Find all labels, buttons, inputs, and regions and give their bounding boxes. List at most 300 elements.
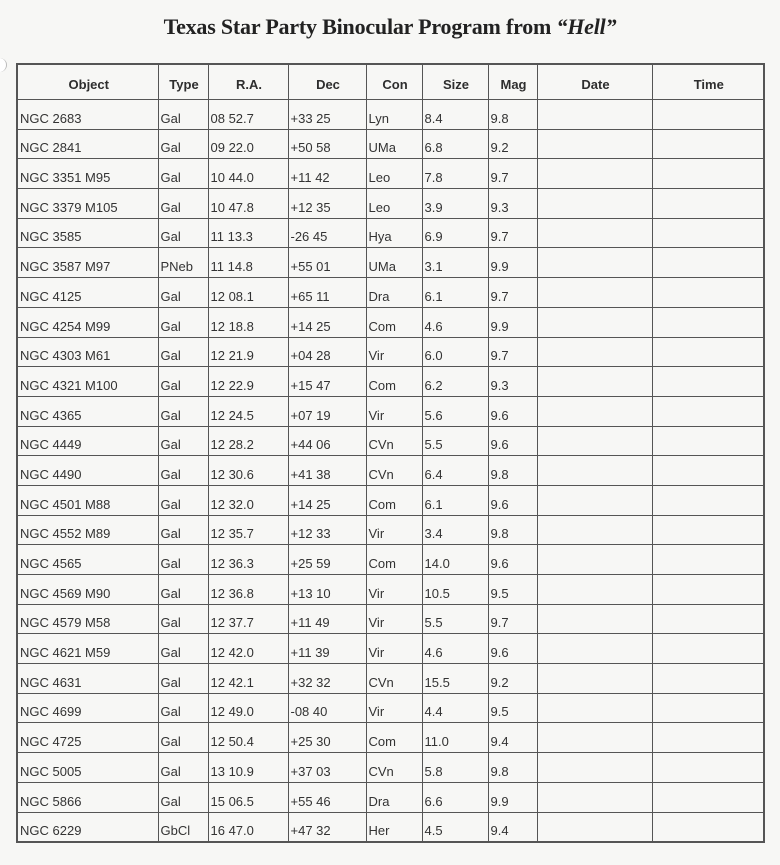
cell-ra-text: 09 22.0 (210, 140, 254, 156)
cell-date[interactable] (537, 575, 652, 605)
table-body (17, 100, 764, 843)
cell-type (158, 456, 208, 486)
cell-mag-text: 9.3 (490, 377, 509, 393)
cell-date[interactable] (537, 396, 652, 426)
cell-ra (208, 100, 288, 130)
table-row (17, 723, 764, 753)
cell-object (17, 782, 158, 812)
cell-time[interactable] (652, 515, 764, 545)
cell-size-text: 5.5 (424, 437, 443, 453)
cell-dec (288, 456, 366, 486)
cell-type (158, 189, 208, 219)
cell-date[interactable] (537, 515, 652, 545)
cell-object-text: NGC 4621 M59 (20, 645, 111, 661)
cell-type (158, 604, 208, 634)
cell-time[interactable] (652, 218, 764, 248)
cell-type (158, 248, 208, 278)
title-main: Texas Star Party Binocular Program from (163, 14, 557, 39)
cell-type (158, 515, 208, 545)
cell-object-text: NGC 4631 (20, 674, 82, 690)
cell-type-text: Gal (160, 466, 181, 482)
table-row (17, 753, 764, 783)
cell-object (17, 664, 158, 694)
cell-mag (488, 545, 537, 575)
cell-object-text: NGC 4565 (20, 556, 82, 571)
cell-object (17, 367, 158, 397)
table-row (17, 100, 764, 130)
cell-object-text: NGC 4125 (20, 288, 82, 304)
cell-type (158, 100, 208, 130)
cell-type (158, 634, 208, 664)
cell-mag (488, 396, 537, 426)
cell-con (366, 278, 422, 308)
cell-con-text: Com (368, 556, 396, 571)
cell-size (422, 278, 488, 308)
cell-date[interactable] (537, 307, 652, 337)
cell-con (366, 159, 422, 189)
cell-object (17, 604, 158, 634)
cell-size-text: 7.8 (424, 170, 443, 186)
cell-con (366, 396, 422, 426)
cell-object-text: NGC 3379 M105 (20, 199, 118, 215)
cell-time[interactable] (652, 485, 764, 515)
cell-size (422, 129, 488, 159)
table-row (17, 367, 764, 397)
header-con: Con (366, 64, 422, 100)
cell-con-text: Vir (368, 407, 385, 423)
cell-dec (288, 723, 366, 753)
cell-date[interactable] (537, 456, 652, 486)
cell-date[interactable] (537, 189, 652, 219)
cell-mag-text: 9.7 (490, 229, 509, 245)
cell-size (422, 426, 488, 456)
cell-mag (488, 159, 537, 189)
cell-type (158, 693, 208, 723)
cell-dec-text: +14 25 (290, 318, 331, 334)
cell-time[interactable] (652, 278, 764, 308)
cell-con (366, 634, 422, 664)
cell-ra (208, 723, 288, 753)
cell-mag (488, 278, 537, 308)
cell-ra (208, 367, 288, 397)
cell-size (422, 634, 488, 664)
cell-size (422, 812, 488, 842)
cell-type (158, 545, 208, 575)
cell-size-text: 3.9 (424, 199, 443, 215)
cell-object (17, 545, 158, 575)
cell-object (17, 218, 158, 248)
cell-date[interactable] (537, 782, 652, 812)
cell-date[interactable] (537, 100, 652, 130)
cell-object (17, 812, 158, 842)
header-mag: Mag (488, 64, 537, 100)
cell-time[interactable] (652, 723, 764, 753)
cell-mag-text: 9.2 (490, 140, 509, 156)
cell-date[interactable] (537, 545, 652, 575)
cell-dec-text: +14 25 (290, 496, 331, 512)
cell-con (366, 129, 422, 159)
cell-date[interactable] (537, 812, 652, 842)
cell-mag (488, 664, 537, 694)
cell-ra (208, 278, 288, 308)
cell-time[interactable] (652, 575, 764, 605)
cell-type (158, 664, 208, 694)
cell-date[interactable] (537, 723, 652, 753)
cell-time[interactable] (652, 545, 764, 575)
cell-object-text: NGC 4449 (20, 437, 82, 453)
cell-dec (288, 664, 366, 694)
cell-object-text: NGC 5866 (20, 793, 82, 809)
cell-size-text: 5.5 (424, 615, 443, 631)
cell-type-text: Gal (160, 645, 181, 661)
cell-time[interactable] (652, 337, 764, 367)
cell-object-text: NGC 4321 M100 (20, 377, 118, 393)
cell-type-text: Gal (160, 437, 181, 453)
cell-object (17, 485, 158, 515)
cell-mag-text: 9.6 (490, 645, 509, 661)
cell-object (17, 248, 158, 278)
cell-size-text: 6.0 (424, 348, 443, 364)
cell-dec (288, 753, 366, 783)
cell-con (366, 723, 422, 753)
cell-date[interactable] (537, 753, 652, 783)
cell-time[interactable] (652, 693, 764, 723)
cell-object (17, 337, 158, 367)
cell-time[interactable] (652, 100, 764, 130)
cell-date[interactable] (537, 485, 652, 515)
cell-date[interactable] (537, 604, 652, 634)
cell-dec (288, 129, 366, 159)
cell-con-text: Com (368, 734, 396, 750)
cell-object-text: NGC 4579 M58 (20, 615, 111, 631)
cell-object (17, 426, 158, 456)
cell-object (17, 515, 158, 545)
cell-ra (208, 634, 288, 664)
cell-object (17, 575, 158, 605)
cell-time[interactable] (652, 426, 764, 456)
cell-ra-text: 12 36.3 (210, 556, 254, 571)
cell-ra-text: 10 44.0 (210, 170, 254, 186)
header-time: Time (652, 64, 764, 100)
cell-type (158, 575, 208, 605)
cell-dec (288, 307, 366, 337)
cell-size (422, 456, 488, 486)
cell-object (17, 100, 158, 130)
cell-object (17, 634, 158, 664)
cell-object-text: NGC 4569 M90 (20, 585, 111, 601)
cell-type-text: Gal (160, 763, 181, 779)
cell-date[interactable] (537, 426, 652, 456)
cell-mag-text: 9.8 (490, 110, 509, 126)
cell-size-text: 4.6 (424, 318, 443, 334)
cell-size-text: 10.5 (424, 585, 450, 601)
cell-dec (288, 782, 366, 812)
cell-dec (288, 248, 366, 278)
cell-time[interactable] (652, 664, 764, 694)
cell-con-text: Vir (368, 615, 385, 631)
cell-time[interactable] (652, 248, 764, 278)
cell-ra (208, 337, 288, 367)
cell-ra (208, 664, 288, 694)
cell-time[interactable] (652, 782, 764, 812)
cell-con-text: Vir (368, 645, 385, 661)
cell-type (158, 278, 208, 308)
page-edge-mark (0, 58, 7, 72)
cell-object-text: NGC 4365 (20, 407, 82, 423)
cell-size-text: 3.4 (424, 526, 443, 542)
cell-con-text: Com (368, 318, 396, 334)
cell-mag (488, 129, 537, 159)
cell-dec-text: +44 06 (290, 437, 331, 453)
cell-con (366, 753, 422, 783)
cell-object-text: NGC 6229 (20, 823, 82, 839)
cell-object-text: NGC 2683 (20, 110, 82, 126)
cell-time[interactable] (652, 634, 764, 664)
cell-dec-text: +32 32 (290, 674, 331, 690)
cell-time[interactable] (652, 129, 764, 159)
table-row (17, 248, 764, 278)
cell-mag-text: 9.6 (490, 556, 509, 571)
cell-time[interactable] (652, 189, 764, 219)
cell-date[interactable] (537, 218, 652, 248)
cell-size (422, 307, 488, 337)
cell-type-text: GbCl (160, 823, 191, 839)
cell-mag-text: 9.4 (490, 734, 509, 750)
header-type: Type (158, 64, 208, 100)
cell-type-text: Gal (160, 585, 181, 601)
cell-size (422, 664, 488, 694)
cell-date[interactable] (537, 693, 652, 723)
cell-con (366, 367, 422, 397)
cell-con-text: Vir (368, 526, 385, 542)
cell-date[interactable] (537, 278, 652, 308)
table-row (17, 782, 764, 812)
cell-type (158, 396, 208, 426)
cell-size (422, 545, 488, 575)
cell-mag (488, 782, 537, 812)
cell-dec-text: +15 47 (290, 377, 331, 393)
cell-type (158, 159, 208, 189)
cell-ra-text: 12 28.2 (210, 437, 254, 453)
cell-type-text: Gal (160, 170, 181, 186)
cell-type-text: Gal (160, 348, 181, 364)
cell-type-text: Gal (160, 496, 181, 512)
cell-date[interactable] (537, 337, 652, 367)
cell-size-text: 6.2 (424, 377, 443, 393)
cell-date[interactable] (537, 664, 652, 694)
cell-dec-text: +50 58 (290, 140, 331, 156)
cell-con-text: Com (368, 496, 396, 512)
cell-mag (488, 515, 537, 545)
cell-dec-text: +25 59 (290, 556, 331, 571)
cell-time[interactable] (652, 367, 764, 397)
cell-ra-text: 12 22.9 (210, 377, 254, 393)
cell-con-text: CVn (368, 674, 394, 690)
cell-con-text: Leo (368, 170, 391, 186)
cell-con-text: Hya (368, 229, 392, 245)
cell-type (158, 307, 208, 337)
cell-object-text: NGC 4552 M89 (20, 526, 111, 542)
cell-type-text: Gal (160, 615, 181, 631)
cell-con-text: Vir (368, 585, 385, 601)
cell-object (17, 278, 158, 308)
table-row (17, 485, 764, 515)
table-row (17, 396, 764, 426)
cell-ra (208, 189, 288, 219)
cell-ra-text: 08 52.7 (210, 110, 254, 126)
cell-object-text: NGC 2841 (20, 140, 82, 156)
cell-dec-text: +04 28 (290, 348, 331, 364)
cell-size (422, 159, 488, 189)
cell-mag-text: 9.5 (490, 704, 509, 720)
cell-size-text: 6.9 (424, 229, 443, 245)
cell-dec-text: -08 40 (290, 704, 328, 720)
cell-size (422, 218, 488, 248)
cell-size (422, 367, 488, 397)
cell-mag-text: 9.8 (490, 466, 509, 482)
cell-con (366, 189, 422, 219)
cell-dec (288, 278, 366, 308)
table-row (17, 189, 764, 219)
cell-date[interactable] (537, 634, 652, 664)
cell-size (422, 396, 488, 426)
cell-dec (288, 515, 366, 545)
cell-dec-text: +12 33 (290, 526, 331, 542)
cell-object (17, 307, 158, 337)
cell-type-text: Gal (160, 140, 181, 156)
cell-con (366, 664, 422, 694)
cell-type (158, 723, 208, 753)
cell-size-text: 4.6 (424, 645, 443, 661)
cell-con-text: Leo (368, 199, 391, 215)
cell-con (366, 812, 422, 842)
cell-dec-text: +47 32 (290, 823, 331, 839)
cell-time[interactable] (652, 396, 764, 426)
cell-mag-text: 9.3 (490, 199, 509, 215)
cell-dec (288, 604, 366, 634)
cell-size (422, 248, 488, 278)
cell-type (158, 485, 208, 515)
cell-mag (488, 693, 537, 723)
header-date: Date (537, 64, 652, 100)
cell-dec (288, 545, 366, 575)
cell-size (422, 723, 488, 753)
cell-size (422, 515, 488, 545)
cell-size (422, 753, 488, 783)
cell-type (158, 367, 208, 397)
cell-object (17, 693, 158, 723)
cell-object-text: NGC 3587 M97 (20, 259, 111, 275)
cell-time[interactable] (652, 812, 764, 842)
cell-type-text: Gal (160, 110, 181, 126)
cell-dec (288, 575, 366, 605)
cell-con (366, 485, 422, 515)
cell-type (158, 812, 208, 842)
cell-type-text: Gal (160, 318, 181, 334)
cell-size-text: 6.6 (424, 793, 443, 809)
cell-con-text: UMa (368, 259, 396, 275)
cell-ra-text: 10 47.8 (210, 199, 254, 215)
cell-object-text: NGC 4490 (20, 466, 82, 482)
cell-mag-text: 9.8 (490, 763, 509, 779)
cell-ra-text: 11 13.3 (210, 229, 253, 245)
cell-mag-text: 9.7 (490, 348, 509, 364)
cell-ra (208, 693, 288, 723)
cell-type (158, 218, 208, 248)
cell-type (158, 782, 208, 812)
header-size: Size (422, 64, 488, 100)
cell-size (422, 100, 488, 130)
cell-object (17, 396, 158, 426)
cell-dec (288, 189, 366, 219)
cell-mag-text: 9.4 (490, 823, 509, 839)
table-row (17, 278, 764, 308)
cell-type-text: Gal (160, 704, 181, 720)
cell-ra (208, 753, 288, 783)
cell-mag-text: 9.5 (490, 585, 509, 601)
cell-ra (208, 485, 288, 515)
cell-mag (488, 100, 537, 130)
cell-dec (288, 396, 366, 426)
cell-time[interactable] (652, 604, 764, 634)
table-row (17, 307, 764, 337)
cell-type-text: PNeb (160, 259, 194, 275)
table-row (17, 159, 764, 189)
cell-date[interactable] (537, 159, 652, 189)
cell-size (422, 693, 488, 723)
cell-con (366, 782, 422, 812)
cell-ra-text: 12 21.9 (210, 348, 254, 364)
table-row (17, 426, 764, 456)
cell-con-text: CVn (368, 437, 394, 453)
cell-object (17, 159, 158, 189)
cell-ra (208, 545, 288, 575)
cell-con (366, 515, 422, 545)
cell-con (366, 307, 422, 337)
cell-date[interactable] (537, 367, 652, 397)
cell-ra-text: 12 35.7 (210, 526, 254, 542)
cell-con (366, 604, 422, 634)
cell-time[interactable] (652, 159, 764, 189)
cell-type-text: Gal (160, 793, 181, 809)
table-row (17, 604, 764, 634)
cell-size (422, 782, 488, 812)
cell-dec (288, 693, 366, 723)
cell-mag (488, 367, 537, 397)
cell-size (422, 189, 488, 219)
cell-dec (288, 812, 366, 842)
cell-mag (488, 604, 537, 634)
cell-mag (488, 634, 537, 664)
cell-ra-text: 12 30.6 (210, 466, 254, 482)
cell-date[interactable] (537, 248, 652, 278)
cell-time[interactable] (652, 307, 764, 337)
cell-size (422, 604, 488, 634)
cell-mag (488, 218, 537, 248)
cell-ra (208, 456, 288, 486)
cell-dec-text: +37 03 (290, 763, 331, 779)
cell-ra-text: 12 49.0 (210, 704, 254, 720)
cell-size-text: 5.6 (424, 407, 443, 423)
page-title (0, 14, 780, 40)
cell-date[interactable] (537, 129, 652, 159)
cell-time[interactable] (652, 456, 764, 486)
cell-size-text: 6.8 (424, 140, 443, 156)
cell-time[interactable] (652, 753, 764, 783)
cell-ra-text: 15 06.5 (210, 793, 254, 809)
cell-object-text: NGC 3351 M95 (20, 170, 111, 186)
cell-type (158, 129, 208, 159)
